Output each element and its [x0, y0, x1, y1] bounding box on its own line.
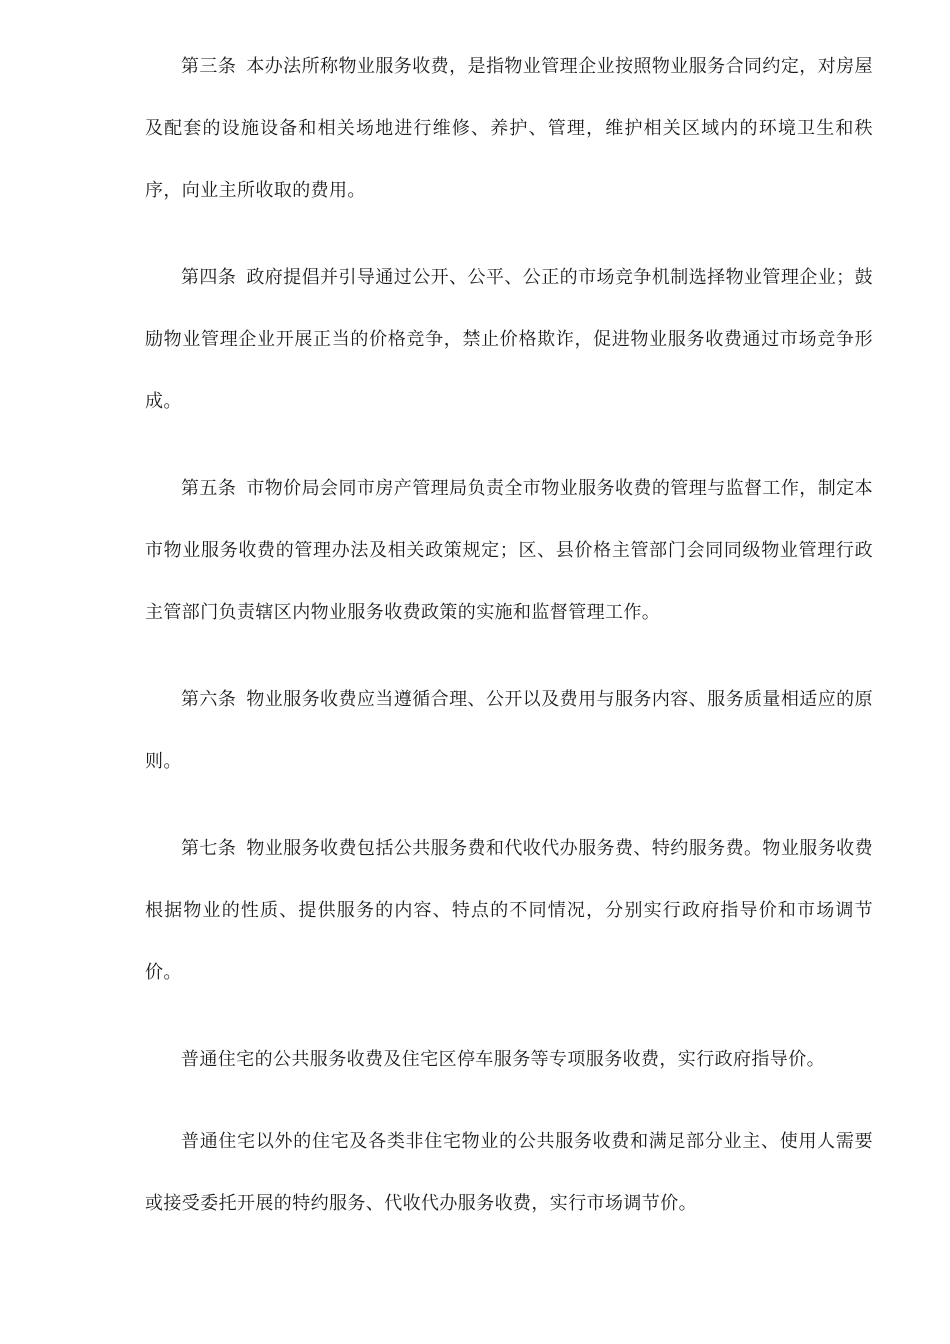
article-7-number: 第七条	[181, 838, 237, 859]
article-5-text: 市物价局会同市房产管理局负责全市物业服务收费的管理与监督工作，制定本市物业服务收费的管理办法及相关政策规定；区、县价格主管部门会同同级物业管理行政主管部门负责辖区内物业服务收费政策的实施和监督管理工作。	[145, 478, 873, 623]
article-7-paragraph	[145, 818, 873, 1004]
article-6-paragraph	[145, 669, 873, 793]
article-5-paragraph	[145, 458, 873, 644]
article-4-paragraph	[145, 247, 873, 433]
article-5-number: 第五条	[181, 478, 237, 499]
article-3-paragraph	[145, 36, 873, 222]
article-4-text: 政府提倡并引导通过公开、公平、公正的市场竞争机制选择物业管理企业；鼓励物业管理企业开展正当的价格竞争，禁止价格欺诈，促进物业服务收费通过市场竞争形成。	[145, 267, 873, 412]
article-3-number: 第三条	[181, 56, 237, 77]
article-7-text: 物业服务收费包括公共服务费和代收代办服务费、特约服务费。物业服务收费根据物业的性质、提供服务的内容、特点的不同情况，分别实行政府指导价和市场调节价。	[145, 838, 873, 983]
document-body	[145, 36, 873, 1260]
article-3-text: 本办法所称物业服务收费，是指物业管理企业按照物业服务合同约定，对房屋及配套的设施设备和相关场地进行维修、养护、管理，维护相关区域内的环境卫生和秩序，向业主所收取的费用。	[145, 56, 873, 201]
article-4-number: 第四条	[181, 267, 237, 288]
article-6-number: 第六条	[181, 689, 237, 710]
government-guided-price-paragraph: 普通住宅的公共服务收费及住宅区停车服务等专项服务收费，实行政府指导价。	[181, 1049, 825, 1070]
article-6-text: 物业服务收费应当遵循合理、公开以及费用与服务内容、服务质量相适应的原则。	[145, 689, 873, 772]
market-regulated-price-paragraph: 普通住宅以外的住宅及各类非住宅物业的公共服务收费和满足部分业主、使用人需要或接受委托开展的特约服务、代收代办服务收费，实行市场调节价。	[145, 1131, 873, 1214]
